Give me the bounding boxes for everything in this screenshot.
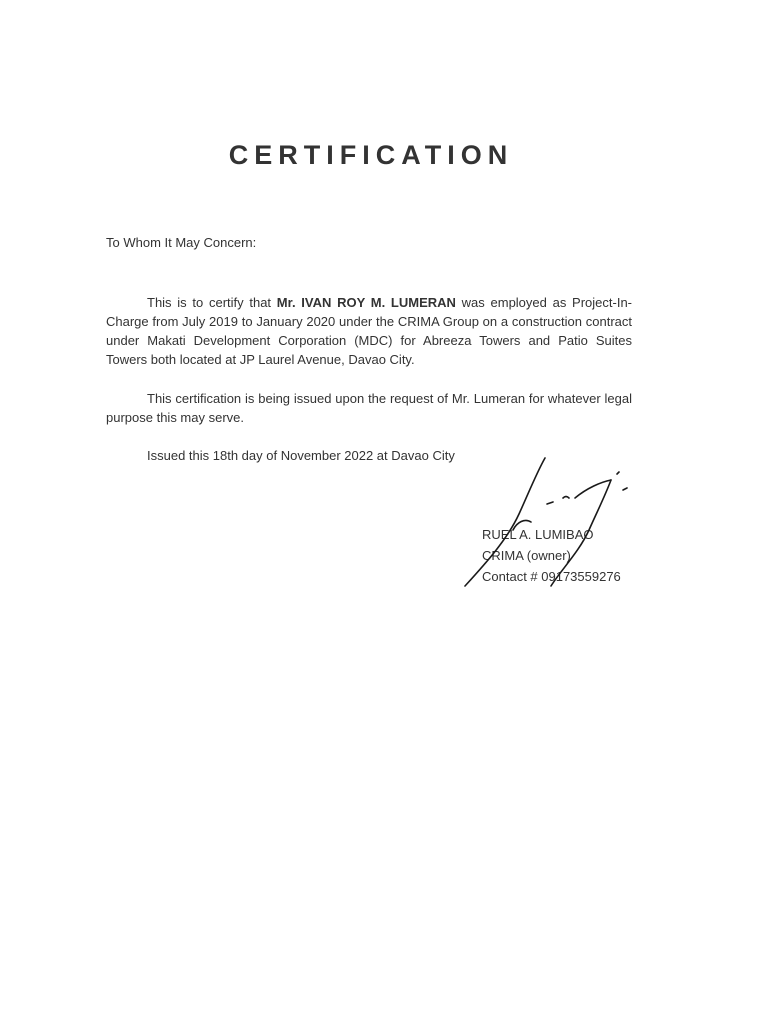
issued-date-paragraph: Issued this 18th day of November 2022 at Davao City bbox=[147, 448, 455, 463]
salutation: To Whom It May Concern: bbox=[106, 235, 257, 250]
document-title: CERTIFICATION bbox=[228, 140, 514, 170]
employee-name: Mr. IVAN ROY M. LUMERAN bbox=[276, 295, 456, 310]
signatory-name: RUEL A. LUMIBAO bbox=[482, 527, 594, 542]
handwritten-signature bbox=[455, 452, 645, 592]
signatory-position: CRIMA (owner) bbox=[482, 548, 571, 563]
signatory-contact: Contact # 09173559276 bbox=[482, 569, 621, 584]
paragraph-prefix: This is to certify that bbox=[147, 295, 277, 310]
certification-paragraph bbox=[106, 293, 632, 369]
purpose-paragraph: This certification is being issued upon the request of Mr. Lumeran for whatever legal purpose this may serve. bbox=[106, 391, 632, 425]
paragraph-suffix: was employed as Project-In-Charge from July 2019 to January 2020 under the CRIMA Group on a construction contract under Makati Development Corporation (MDC) for Abreeza Towers and Patio Suites Towers both located at JP Laurel Avenue, Davao City. bbox=[106, 295, 633, 367]
